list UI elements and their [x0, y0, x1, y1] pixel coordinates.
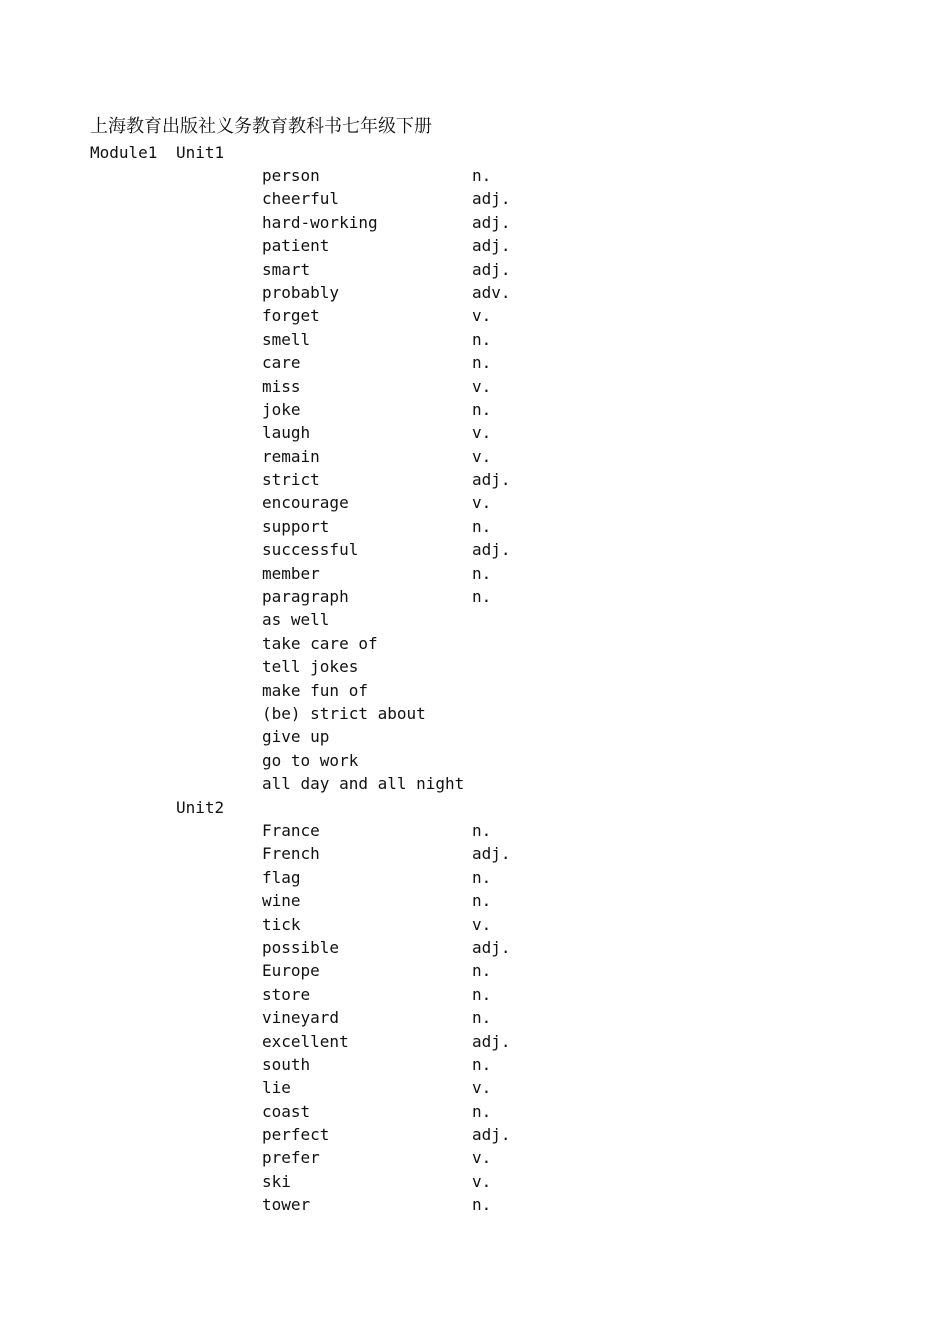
vocabulary-word: tick — [262, 914, 301, 934]
vocabulary-word: smell — [262, 329, 311, 349]
part-of-speech: n. — [472, 399, 492, 419]
part-of-speech: v. — [472, 1171, 492, 1191]
part-of-speech: adj. — [472, 844, 511, 864]
part-of-speech: n. — [472, 821, 492, 840]
vocabulary-word: tell jokes — [262, 657, 359, 677]
vocabulary-word: person — [262, 166, 320, 185]
vocabulary-word: cheerful — [262, 189, 340, 209]
vocabulary-word: care — [262, 353, 301, 373]
vocabulary-word: vineyard — [262, 1008, 340, 1028]
part-of-speech: n. — [472, 587, 492, 607]
vocabulary-word: successful — [262, 540, 359, 560]
vocabulary-word: as well — [262, 610, 330, 630]
part-of-speech: v. — [472, 423, 492, 443]
part-of-speech: adj. — [472, 937, 511, 957]
part-of-speech: adj. — [472, 236, 511, 256]
part-of-speech: n. — [472, 891, 492, 911]
part-of-speech: n. — [472, 1054, 492, 1074]
vocabulary-word: ski — [262, 1171, 291, 1191]
vocabulary-word: all day and all night — [262, 774, 465, 794]
module-label: Module1 — [90, 143, 158, 162]
part-of-speech: n. — [472, 867, 492, 887]
vocabulary-word: perfect — [262, 1125, 330, 1145]
vocabulary-word: miss — [262, 376, 301, 396]
vocabulary-word: forget — [262, 306, 320, 326]
vocabulary-word: smart — [262, 259, 311, 279]
vocabulary-word: probably — [262, 282, 340, 302]
part-of-speech: adj. — [472, 470, 511, 490]
part-of-speech: n. — [472, 329, 492, 349]
vocabulary-word: patient — [262, 236, 330, 256]
vocabulary-word: take care of — [262, 633, 378, 653]
vocabulary-word: member — [262, 563, 320, 583]
vocabulary-word: support — [262, 516, 330, 536]
vocabulary-word: go to work — [262, 750, 359, 770]
vocabulary-word: south — [262, 1054, 311, 1074]
vocabulary-word: possible — [262, 937, 340, 957]
vocabulary-word: flag — [262, 867, 301, 887]
vocabulary-word: store — [262, 984, 311, 1004]
part-of-speech: v. — [472, 446, 492, 466]
unit-label: Unit1 — [176, 143, 225, 162]
vocabulary-word: joke — [262, 399, 301, 419]
vocabulary-word: French — [262, 844, 320, 864]
vocabulary-word: make fun of — [262, 680, 368, 700]
part-of-speech: v. — [472, 493, 492, 513]
part-of-speech: v. — [472, 306, 492, 326]
unit-label: Unit2 — [176, 798, 225, 817]
part-of-speech: v. — [472, 1078, 492, 1098]
part-of-speech: n. — [472, 1195, 492, 1215]
part-of-speech: n. — [472, 984, 492, 1004]
page-title: 上海教育出版社义务教育教科书七年级下册 — [90, 116, 432, 137]
vocabulary-word: laugh — [262, 423, 311, 443]
part-of-speech: n. — [472, 961, 492, 981]
vocabulary-word: hard-working — [262, 212, 378, 232]
part-of-speech: n. — [472, 563, 492, 583]
vocabulary-word: coast — [262, 1101, 311, 1121]
vocabulary-word: tower — [262, 1195, 311, 1215]
part-of-speech: v. — [472, 914, 492, 934]
part-of-speech: adj. — [472, 1125, 511, 1145]
part-of-speech: v. — [472, 376, 492, 396]
vocabulary-word: (be) strict about — [262, 703, 426, 723]
vocabulary-word: remain — [262, 446, 320, 466]
part-of-speech: n. — [472, 166, 492, 185]
vocabulary-word: wine — [262, 891, 301, 911]
vocabulary-word: encourage — [262, 493, 349, 513]
vocabulary-word: lie — [262, 1078, 291, 1098]
part-of-speech: n. — [472, 1101, 492, 1121]
vocabulary-word: France — [262, 821, 320, 840]
vocabulary-word: strict — [262, 470, 320, 490]
part-of-speech: n. — [472, 353, 492, 373]
part-of-speech: n. — [472, 516, 492, 536]
part-of-speech: adj. — [472, 540, 511, 560]
vocabulary-word: paragraph — [262, 587, 349, 607]
part-of-speech: v. — [472, 1148, 492, 1168]
vocabulary-word: Europe — [262, 961, 320, 981]
vocabulary-word: excellent — [262, 1031, 349, 1051]
vocabulary-word: prefer — [262, 1148, 320, 1168]
part-of-speech: adj. — [472, 189, 511, 209]
part-of-speech: n. — [472, 1008, 492, 1028]
part-of-speech: adv. — [472, 282, 511, 302]
part-of-speech: adj. — [472, 1031, 511, 1051]
part-of-speech: adj. — [472, 259, 511, 279]
part-of-speech: adj. — [472, 212, 511, 232]
vocabulary-word: give up — [262, 727, 330, 747]
